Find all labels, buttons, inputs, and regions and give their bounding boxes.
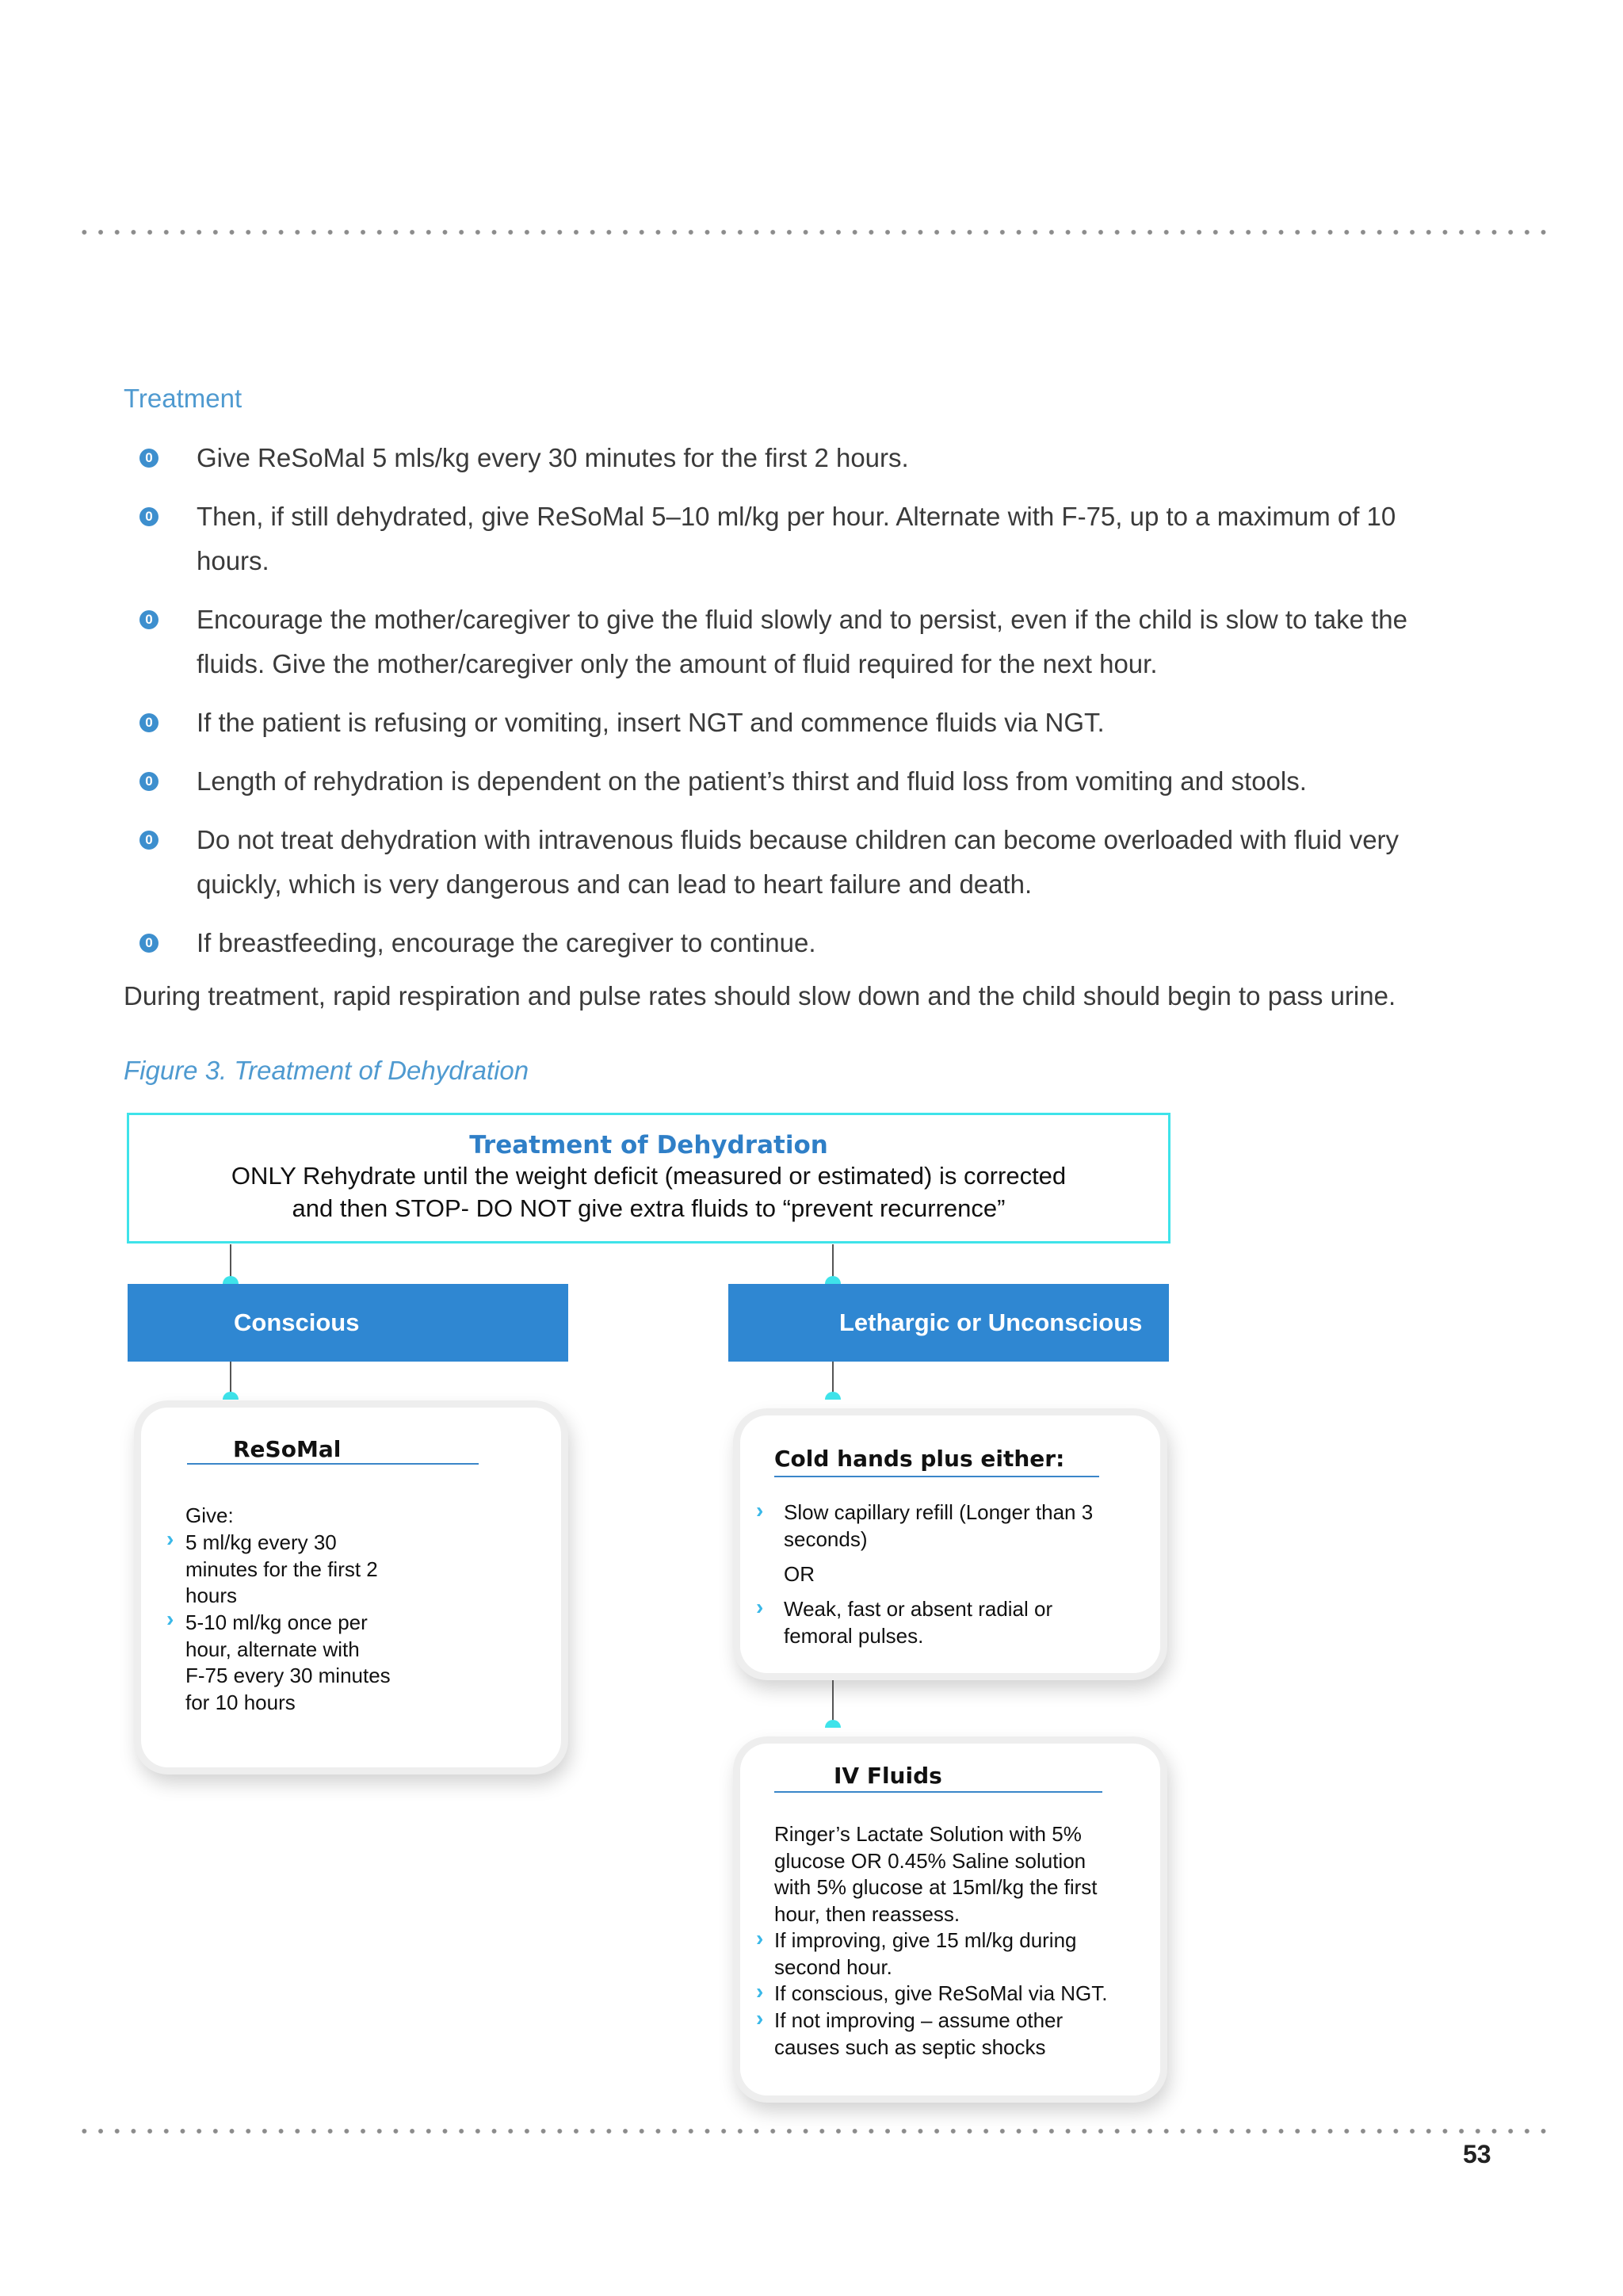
resomal-title: ReSoMal <box>233 1436 342 1462</box>
iv-fluids-intro: Ringer’s Lactate Solution with 5% glucose OR 0.45% Saline solution with 5% glucose at 15ml/kg the first hour, then reassess. <box>774 1822 1098 1926</box>
page-number: 53 <box>1463 2140 1491 2168</box>
title-underline <box>774 1791 1102 1793</box>
bullet-icon: 0 <box>139 507 158 526</box>
list-item: 0 Give ReSoMal 5 mls/kg every 30 minutes for the first 2 hours. <box>135 436 1498 480</box>
flowchart-title: Treatment of Dehydration <box>469 1131 828 1159</box>
iv-fluids-card <box>740 1744 1160 2095</box>
list-item: 0 If breastfeeding, encourage the caregiver to continue. <box>135 921 1498 965</box>
cold-hands-card <box>740 1415 1160 1673</box>
chevron-right-icon: › <box>756 1498 764 1522</box>
chevron-right-icon: › <box>756 1926 764 1950</box>
iv-fluids-title: IV Fluids <box>834 1763 942 1789</box>
chevron-right-icon: › <box>756 2006 764 2030</box>
title-underline <box>187 1463 479 1465</box>
chevron-right-icon: › <box>756 1595 764 1619</box>
bullet-icon: 0 <box>139 610 158 629</box>
bullet-icon: 0 <box>139 713 158 732</box>
flowchart-instruction-line: and then STOP- DO NOT give extra fluids to “prevent recurrence” <box>292 1194 1006 1222</box>
list-item: 0 If the patient is refusing or vomiting, insert NGT and commence fluids via NGT. <box>135 701 1498 745</box>
cold-hands-item: Weak, fast or absent radial or femoral pulses. <box>784 1597 1053 1648</box>
conscious-header: Conscious <box>128 1284 568 1362</box>
summary-paragraph: During treatment, rapid respiration and pulse rates should slow down and the child should begin to pass urine. <box>124 981 1396 1010</box>
resomal-give-label: Give: <box>185 1503 234 1527</box>
top-dotted-divider <box>76 230 1550 235</box>
resomal-item: 5-10 ml/kg once per hour, alternate with F-75 every 30 minutes for 10 hours <box>185 1610 391 1714</box>
bottom-dotted-divider <box>76 2129 1550 2134</box>
chevron-right-icon: › <box>166 1606 174 1631</box>
unconscious-header: Lethargic or Unconscious <box>728 1284 1169 1362</box>
list-item: 0 Do not treat dehydration with intravenous fluids because children can become overloaded with fluid very quickly, which is very dangerous and can lead to heart failure and death. <box>135 818 1498 907</box>
list-item: 0 Encourage the mother/caregiver to give the fluid slowly and to persist, even if the child is slow to take the fluids. Give the mother/caregiver only the amount of fluid required for the next hour. <box>135 598 1498 686</box>
bullet-icon: 0 <box>139 831 158 850</box>
connector-dot <box>825 1392 841 1400</box>
figure-caption: Figure 3. Treatment of Dehydration <box>124 1056 529 1085</box>
flowchart-top-box <box>127 1113 1170 1244</box>
connector-dot <box>825 1720 841 1728</box>
or-label: OR <box>784 1562 815 1586</box>
list-item: 0 Then, if still dehydrated, give ReSoMal 5–10 ml/kg per hour. Alternate with F-75, up to a maximum of 10 hours. <box>135 495 1498 583</box>
resomal-card <box>141 1408 561 1767</box>
connector-dot <box>223 1276 239 1284</box>
cold-hands-item: Slow capillary refill (Longer than 3 seconds) <box>784 1500 1094 1551</box>
connector-dot <box>223 1392 239 1400</box>
iv-fluids-item: If not improving – assume other causes such as septic shocks <box>774 2008 1064 2059</box>
resomal-item: 5 ml/kg every 30 minutes for the first 2 hours <box>185 1530 378 1607</box>
chevron-right-icon: › <box>166 1526 174 1551</box>
title-underline <box>774 1476 1099 1477</box>
connector-dot <box>825 1276 841 1284</box>
iv-fluids-item: If conscious, give ReSoMal via NGT. <box>774 1981 1108 2005</box>
cold-hands-title: Cold hands plus either: <box>774 1446 1065 1472</box>
chevron-right-icon: › <box>756 1979 764 2004</box>
bullet-icon: 0 <box>139 449 158 468</box>
bullet-icon: 0 <box>139 934 158 953</box>
section-heading: Treatment <box>124 384 242 413</box>
flowchart-instruction-line: ONLY Rehydrate until the weight deficit (measured or estimated) is corrected <box>231 1162 1067 1190</box>
bullet-icon: 0 <box>139 772 158 791</box>
list-item: 0 Length of rehydration is dependent on the patient’s thirst and fluid loss from vomiting and stools. <box>135 759 1498 804</box>
iv-fluids-item: If improving, give 15 ml/kg during second hour. <box>774 1928 1077 1979</box>
treatment-list <box>135 436 1498 980</box>
